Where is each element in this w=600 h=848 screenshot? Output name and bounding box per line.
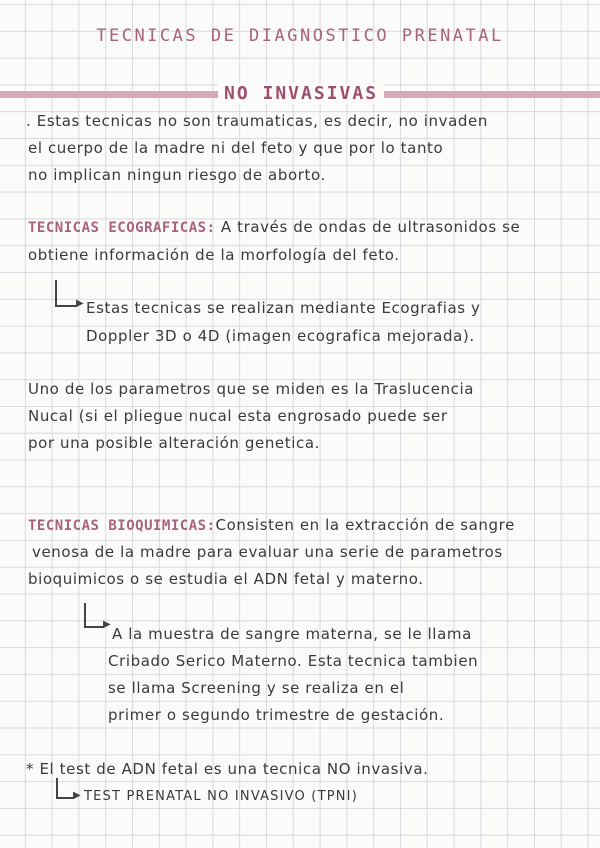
note-sub: TEST PRENATAL NO INVASIVO (TPNI)	[84, 789, 358, 804]
bio-line-3: bioquimicos o se estudia el ADN fetal y materno.	[28, 570, 424, 588]
intro-line-1: . Estas tecnicas no son traumaticas, es decir, no invaden	[26, 112, 488, 130]
bio-line-1	[28, 516, 515, 534]
eco-line-1	[28, 218, 520, 236]
param-line-3: por una posible alteración genetica.	[28, 434, 321, 452]
eco-line-1-text: A través de ondas de ultrasonidos se	[215, 218, 521, 236]
param-line-1: Uno de los parametros que se miden es la Traslucencia	[28, 380, 475, 398]
param-line-2: Nucal (si el pliegue nucal esta engrosado puede ser	[28, 407, 448, 425]
intro-line-3: no implican ningun riesgo de aborto.	[28, 166, 326, 184]
bio-sub-3: se llama Screening y se realiza en el	[108, 679, 405, 697]
eco-heading: TECNICAS ECOGRAFICAS:	[28, 220, 216, 236]
bio-line-1-text: Consisten en la extracción de sangre	[215, 516, 515, 534]
section-subtitle: NO INVASIVAS	[218, 83, 384, 104]
bio-sub-4: primer o segundo trimestre de gestación.	[108, 706, 445, 724]
eco-sub-1: Estas tecnicas se realizan mediante Ecografias y	[86, 299, 481, 317]
bio-line-2: venosa de la madre para evaluar una serie de parametros	[32, 543, 503, 561]
bio-sub-2: Cribado Serico Materno. Esta tecnica tambien	[108, 652, 479, 670]
bio-sub-1: A la muestra de sangre materna, se le llama	[112, 625, 472, 643]
page-title: TECNICAS DE DIAGNOSTICO PRENATAL	[96, 26, 504, 46]
intro-line-2: el cuerpo de la madre ni del feto y que por lo tanto	[28, 139, 444, 157]
eco-line-2: obtiene información de la morfología del feto.	[28, 246, 400, 264]
eco-sub-2: Doppler 3D o 4D (imagen ecografica mejorada).	[86, 327, 475, 345]
bio-heading: TECNICAS BIOQUIMICAS:	[28, 518, 216, 534]
note-line: * El test de ADN fetal es una tecnica NO invasiva.	[26, 760, 429, 778]
